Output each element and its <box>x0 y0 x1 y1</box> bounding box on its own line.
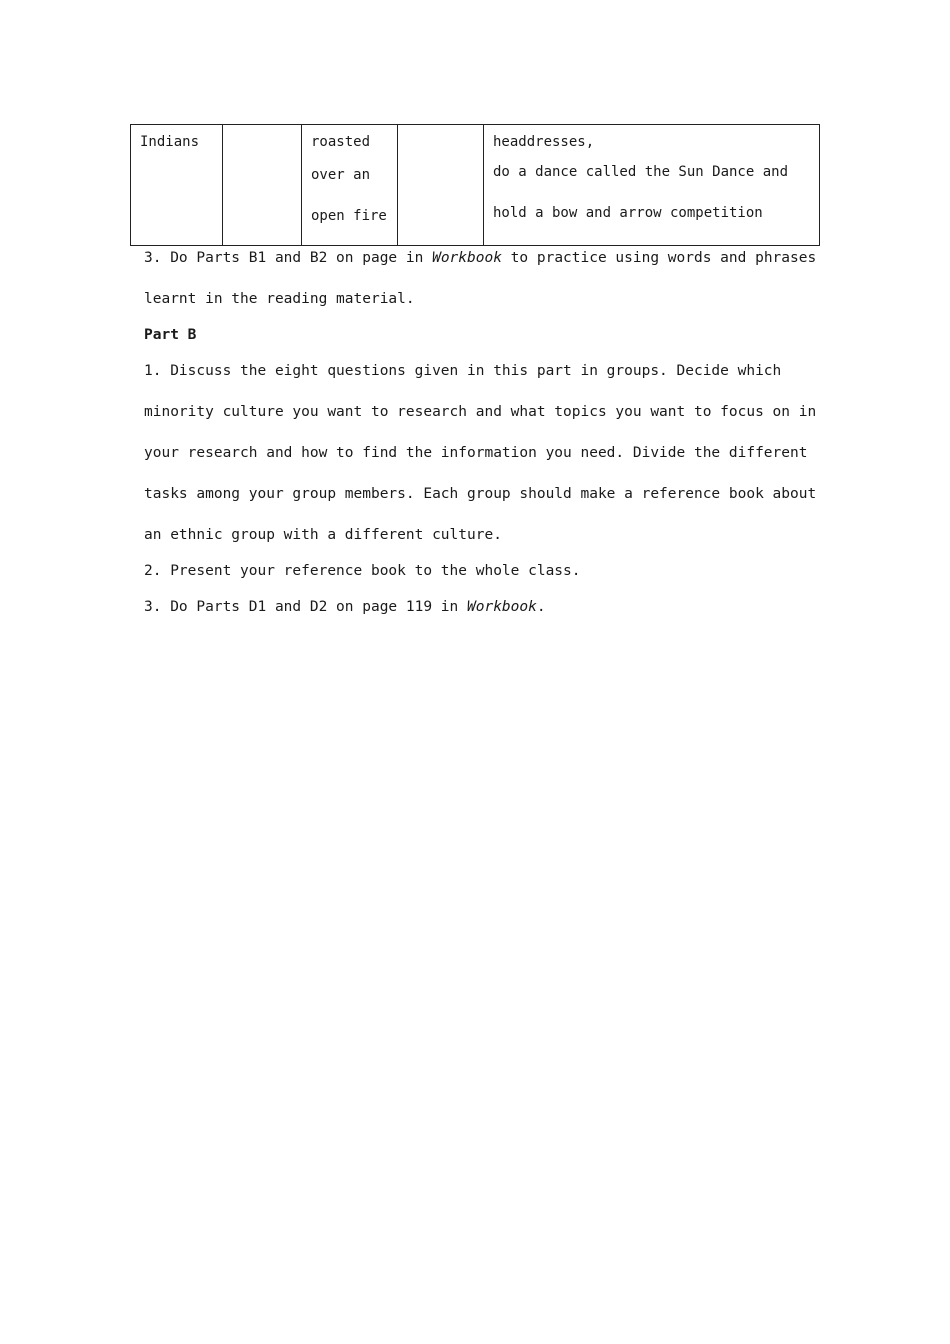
workbook-title: Workbook <box>467 599 537 615</box>
table-cell-empty <box>223 125 302 246</box>
table-cell-empty <box>398 125 484 246</box>
workbook-title: Workbook <box>432 250 502 266</box>
cell-text-line: open fire <box>311 208 387 224</box>
culture-table <box>130 124 820 246</box>
cell-text-line: over an <box>311 167 371 183</box>
part-b-item-1-line: tasks among your group members. Each group should make a reference book about <box>144 486 817 502</box>
cell-text-line: roasted <box>311 134 371 150</box>
table-cell-group <box>131 125 223 246</box>
part-b-item-1-line: minority culture you want to research and what topics you want to focus on in <box>144 404 817 420</box>
table-row <box>131 125 820 246</box>
part-b-item-1-line: your research and how to find the information you need. Divide the different <box>144 445 808 461</box>
text: 3. Do Parts B1 and B2 on page in <box>144 250 433 266</box>
part-b-item-3 <box>144 599 804 615</box>
cell-text-line: headdresses, <box>493 134 595 150</box>
table-cell-food <box>302 125 398 246</box>
part-b-item-1-line: 1. Discuss the eight questions given in this part in groups. Decide which <box>144 363 782 379</box>
table-cell-activities <box>484 125 820 246</box>
part-b-item-2: 2. Present your reference book to the whole class. <box>144 563 581 579</box>
part-a-item-3-line-1 <box>144 250 817 266</box>
cell-text-line: hold a bow and arrow competition <box>493 205 763 221</box>
cell-text: Indians <box>140 134 200 150</box>
part-a-item-3-line-2: learnt in the reading material. <box>144 291 415 307</box>
text: . <box>536 599 546 615</box>
part-b-item-1-line: an ethnic group with a different culture. <box>144 527 502 543</box>
cell-text-line: do a dance called the Sun Dance and <box>493 164 789 180</box>
part-b-heading: Part B <box>144 327 197 343</box>
text: 3. Do Parts D1 and D2 on page 119 in <box>144 599 468 615</box>
text: to practice using words and phrases <box>501 250 817 266</box>
